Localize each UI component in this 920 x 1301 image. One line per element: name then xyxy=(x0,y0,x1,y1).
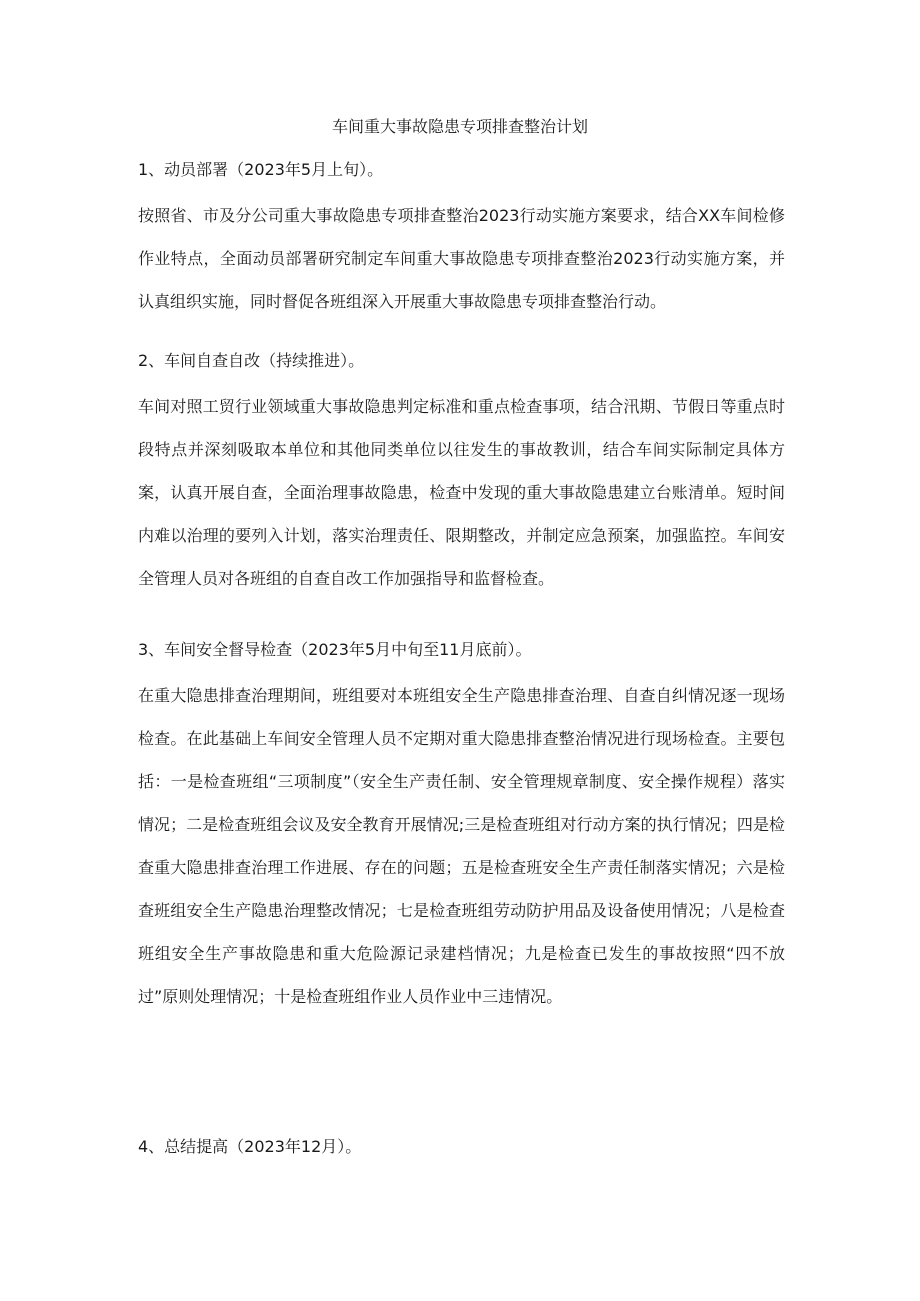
section-heading-4: 4、总结提高（2023年12月）。 xyxy=(138,1137,362,1156)
document-title: 车间重大事故隐患专项排查整治计划 xyxy=(331,117,588,136)
section-body-1: 按照省、市及分公司重大事故隐患专项排查整治2023行动实施方案要求，结合XX车间检修作业特点，全面动员部署研究制定车间重大事故隐患专项排查整治2023行动实施方案，并认真组织实施，同时督促各班组深入开展重大事故隐患专项排查整治行动。 xyxy=(138,206,785,311)
section-heading-1: 1、动员部署（2023年5月上旬）。 xyxy=(138,160,384,179)
section-body-3: 在重大隐患排查治理期间，班组要对本班组安全生产隐患排查治理、自查自纠情况逐一现场检查。在此基础上车间安全管理人员不定期对重大隐患排查整治情况进行现场检查。主要包括：一是检查班组“三项制度”（安全生产责任制、安全管理规章制度、安全操作规程）落实情况；二是检查班组会议及安全教育开展情况;三是检查班组对行动方案的执行情况；四是检查重大隐患排查治理工作进展、存在的问题；五是检查班安全生产责任制落实情况；六是检查班组安全生产隐患治理整改情况；七是检查班组劳动防护用品及设备使用情况；八是检查班组安全生产事故隐患和重大危险源记录建档情况；九是检查已发生的事故按照“四不放过”原则处理情况；十是检查班组作业人员作业中三违情况。 xyxy=(138,686,785,1006)
section-heading-2: 2、车间自查自改（持续推进）。 xyxy=(138,351,365,370)
section-heading-3: 3、车间安全督导检查（2023年5月中旬至11月底前）。 xyxy=(138,640,532,659)
section-body-2: 车间对照工贸行业领域重大事故隐患判定标准和重点检查事项，结合汛期、节假日等重点时段特点并深刻吸取本单位和其他同类单位以往发生的事故教训，结合车间实际制定具体方案，认真开展自查，全面治理事故隐患，检查中发现的重大事故隐患建立台账清单。短时间内难以治理的要列入计划，落实治理责任、限期整改，并制定应急预案，加强监控。车间安全管理人员对各班组的自查自改工作加强指导和监督检查。 xyxy=(138,397,785,588)
